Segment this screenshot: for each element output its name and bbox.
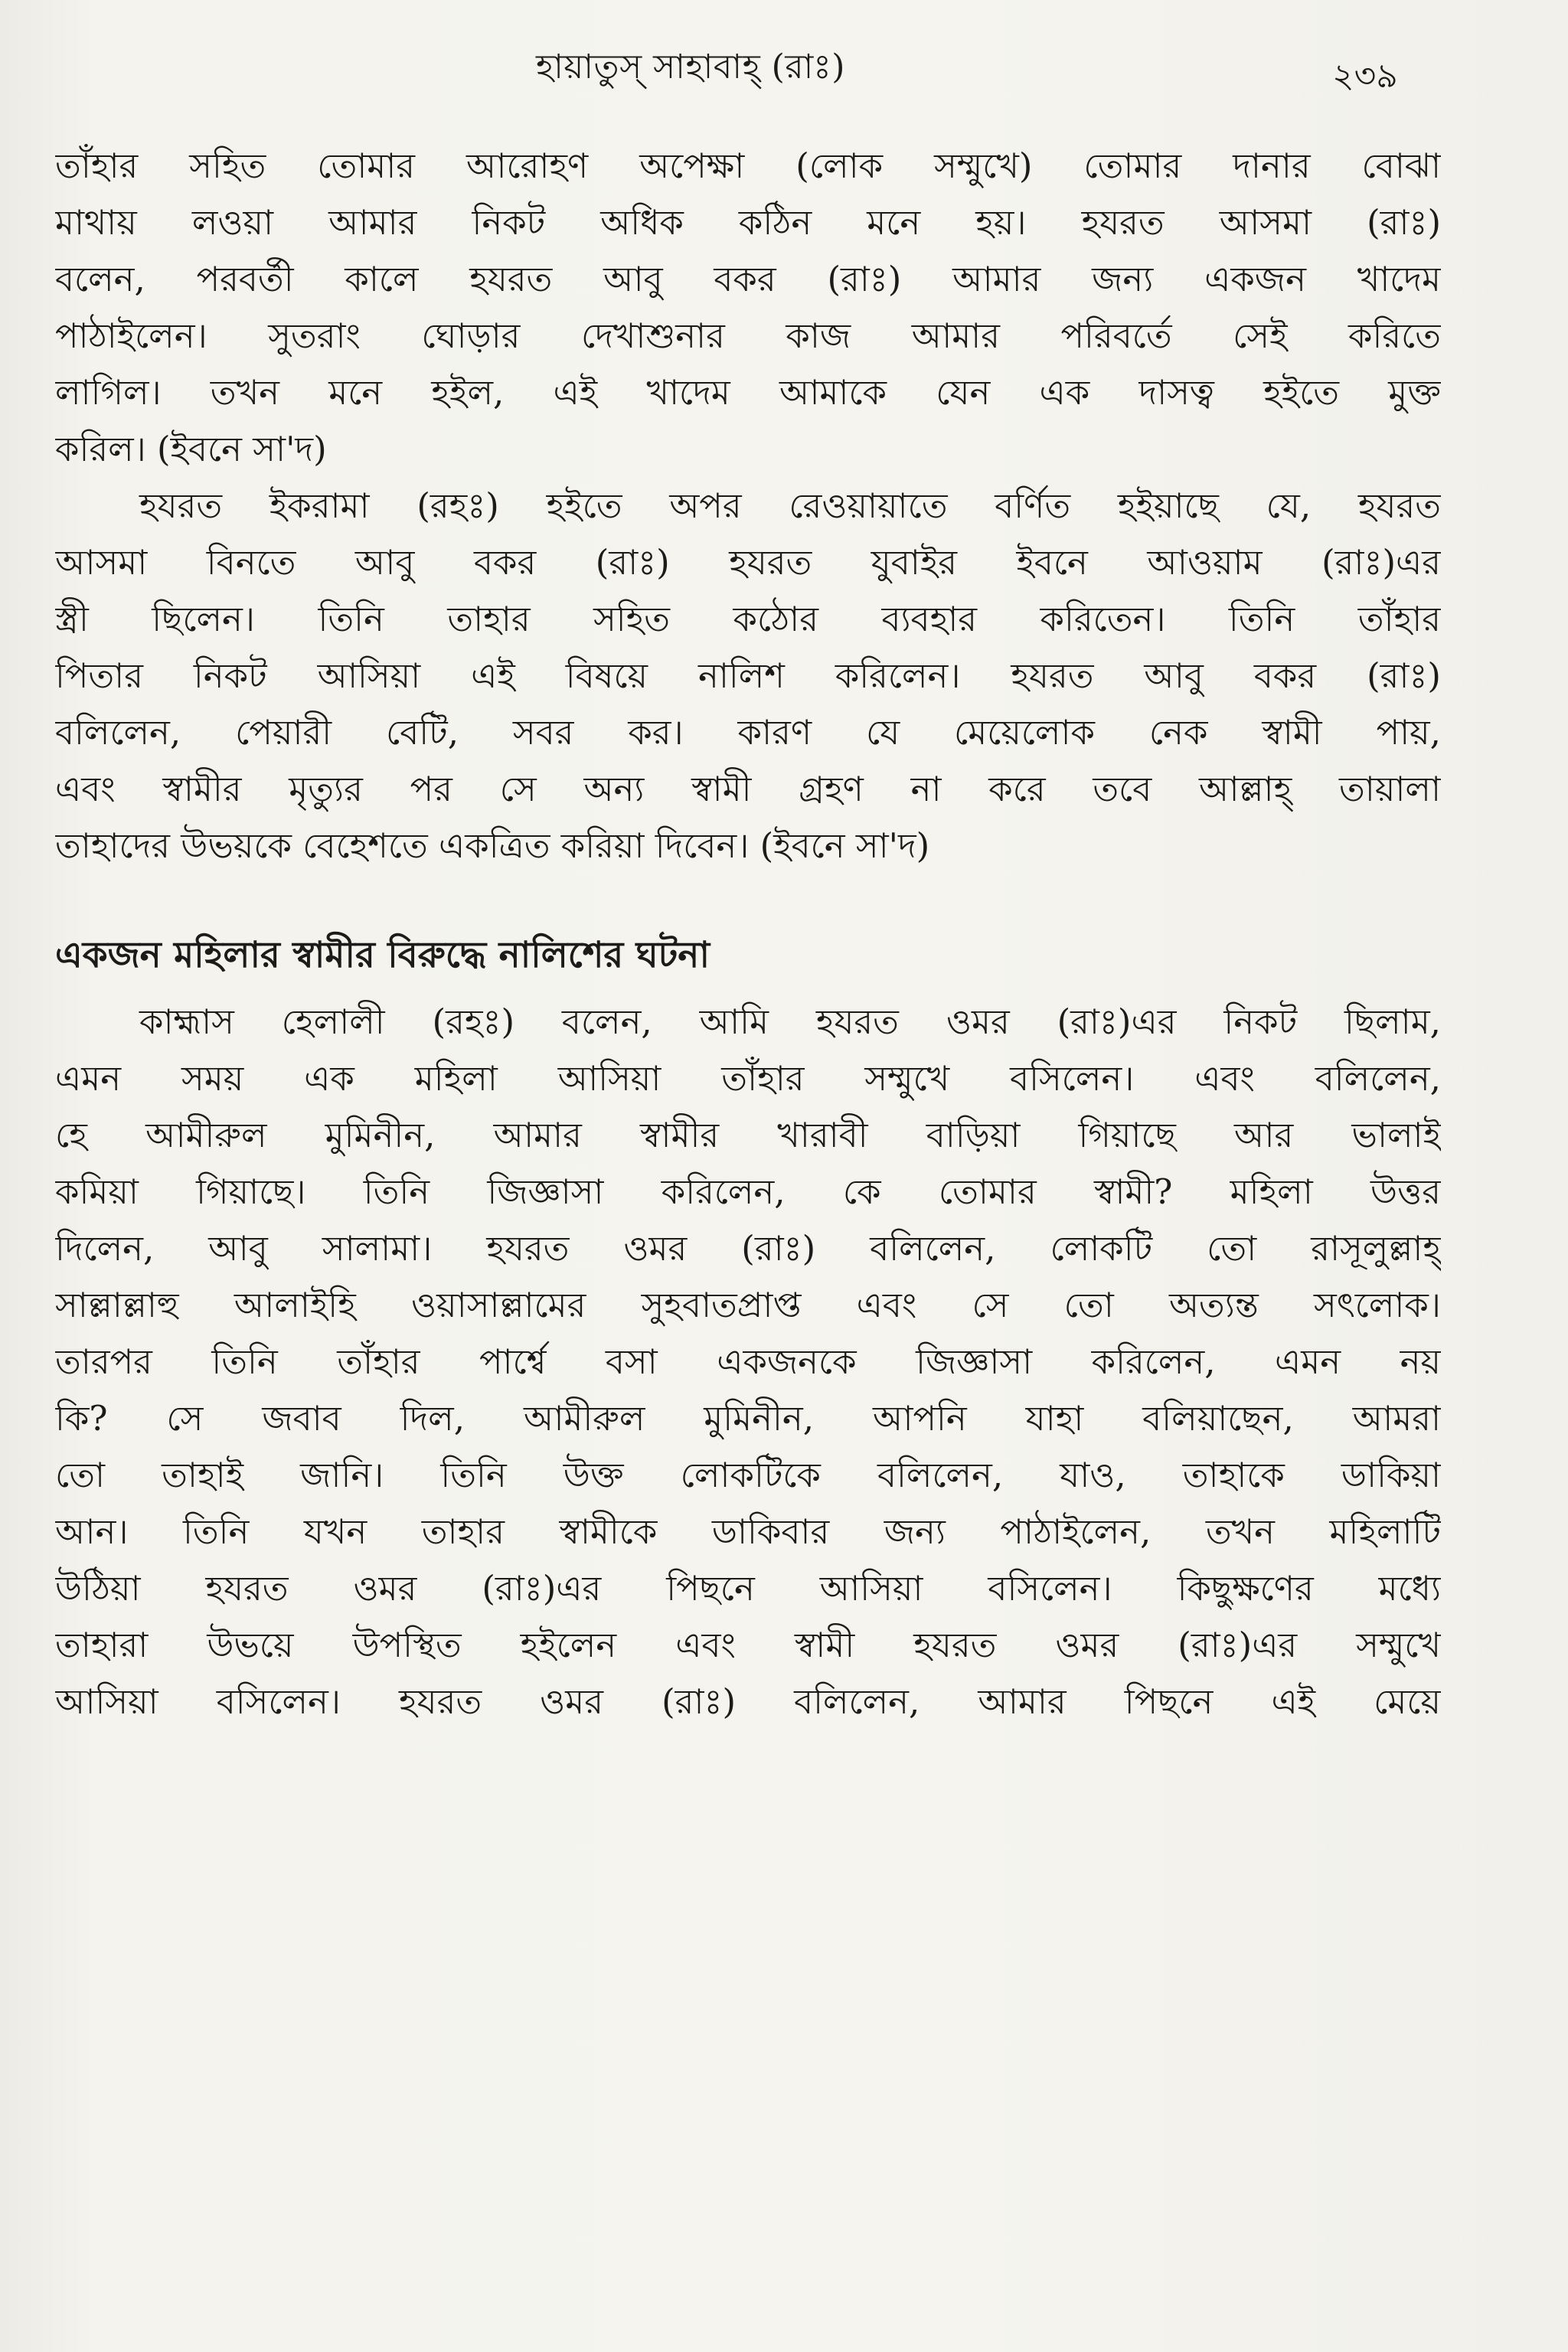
- text-line: হে আমীরুল মুমিনীন, আমার স্বামীর খারাবী বাড়িয়া গিয়াছে আর ভালাই: [55, 1115, 1441, 1155]
- page-header: [0, 31, 1568, 100]
- running-title: হায়াতুস্ সাহাবাহ্ (রাঃ): [536, 47, 845, 87]
- text-line: মাথায় লওয়া আমার নিকট অধিক কঠিন মনে হয়। হযরত আসমা (রাঃ): [55, 202, 1441, 243]
- text-line: এবং স্বামীর মৃত্যুর পর সে অন্য স্বামী গ্রহণ না করে তবে আল্লাহ্ তায়ালা: [55, 769, 1441, 809]
- text-line: লাগিল। তখন মনে হইল, এই খাদেম আমাকে যেন এক দাসত্ব হইতে মুক্ত: [55, 372, 1441, 413]
- text-line: এমন সময় এক মহিলা আসিয়া তাঁহার সম্মুখে বসিলেন। এবং বলিলেন,: [55, 1058, 1441, 1099]
- text-line: তারপর তিনি তাঁহার পার্শ্বে বসা একজনকে জিজ্ঞাসা করিলেন, এমন নয়: [55, 1341, 1441, 1382]
- text-line: আন। তিনি যখন তাহার স্বামীকে ডাকিবার জন্য পাঠাইলেন, তখন মহিলাটি: [55, 1511, 1441, 1552]
- text-line: হযরত ইকরামা (রহঃ) হইতে অপর রেওয়ায়াতে বর্ণিত হইয়াছে যে, হযরত: [139, 485, 1441, 526]
- section-complaint-story: [55, 925, 1441, 1730]
- text-line: বলিলেন, পেয়ারী বেটি, সবর কর। কারণ যে মেয়েলোক নেক স্বামী পায়,: [55, 712, 1441, 753]
- paragraph-2: [55, 478, 1441, 874]
- section-heading: একজন মহিলার স্বামীর বিরুদ্ধে নালিশের ঘটনা: [55, 934, 710, 976]
- paragraph-1: [55, 138, 1441, 478]
- text-line: তো তাহাই জানি। তিনি উক্ত লোকটিকে বলিলেন, যাও, তাহাকে ডাকিয়া: [55, 1455, 1441, 1495]
- text-line: বলেন, পরবর্তী কালে হযরত আবু বকর (রাঃ) আমার জন্য একজন খাদেম: [55, 259, 1441, 299]
- text-line: তাহাদের উভয়কে বেহেশতে একত্রিত করিয়া দিবেন। (ইবনে সা'দ): [55, 825, 930, 866]
- text-line: পিতার নিকট আসিয়া এই বিষয়ে নালিশ করিলেন। হযরত আবু বকর (রাঃ): [55, 655, 1441, 696]
- text-line: দিলেন, আবু সালামা। হযরত ওমর (রাঃ) বলিলেন, লোকটি তো রাসূলুল্লাহ্: [55, 1228, 1441, 1269]
- text-line: স্ত্রী ছিলেন। তিনি তাহার সহিত কঠোর ব্যবহার করিতেন। তিনি তাঁহার: [55, 599, 1441, 639]
- text-line: আসমা বিনতে আবু বকর (রাঃ) হযরত যুবাইর ইবনে আওয়াম (রাঃ)এর: [55, 542, 1441, 583]
- text-line: করিল। (ইবনে সা'দ): [55, 429, 327, 469]
- text-line: তাঁহার সহিত তোমার আরোহণ অপেক্ষা (লোক সম্মুখে) তোমার দানার বোঝা: [55, 145, 1441, 186]
- section-spacer: [55, 874, 1441, 925]
- text-line: কি? সে জবাব দিল, আমীরুল মুমিনীন, আপনি যাহা বলিয়াছেন, আমরা: [55, 1398, 1441, 1439]
- text-line: কাহ্মাস হেলালী (রহঃ) বলেন, আমি হযরত ওমর (রাঃ)এর নিকট ছিলাম,: [139, 1001, 1441, 1042]
- page-body: [55, 138, 1441, 1730]
- text-line: উঠিয়া হযরত ওমর (রাঃ)এর পিছনে আসিয়া বসিলেন। কিছুক্ষণের মধ্যে: [55, 1568, 1441, 1609]
- page-number: ২৩৯: [1332, 57, 1398, 96]
- text-line: সাল্লাল্লাহু আলাইহি ওয়াসাল্লামের সুহবাতপ্রাপ্ত এবং সে তো অত্যন্ত সৎলোক।: [55, 1285, 1441, 1325]
- text-line: তাহারা উভয়ে উপস্থিত হইলেন এবং স্বামী হযরত ওমর (রাঃ)এর সম্মুখে: [55, 1625, 1441, 1665]
- text-line: আসিয়া বসিলেন। হযরত ওমর (রাঃ) বলিলেন, আমার পিছনে এই মেয়ে: [55, 1681, 1441, 1722]
- text-line: পাঠাইলেন। সুতরাং ঘোড়ার দেখাশুনার কাজ আমার পরিবর্তে সেই করিতে: [55, 315, 1441, 356]
- text-line: কমিয়া গিয়াছে। তিনি জিজ্ঞাসা করিলেন, কে তোমার স্বামী? মহিলা উত্তর: [55, 1171, 1441, 1212]
